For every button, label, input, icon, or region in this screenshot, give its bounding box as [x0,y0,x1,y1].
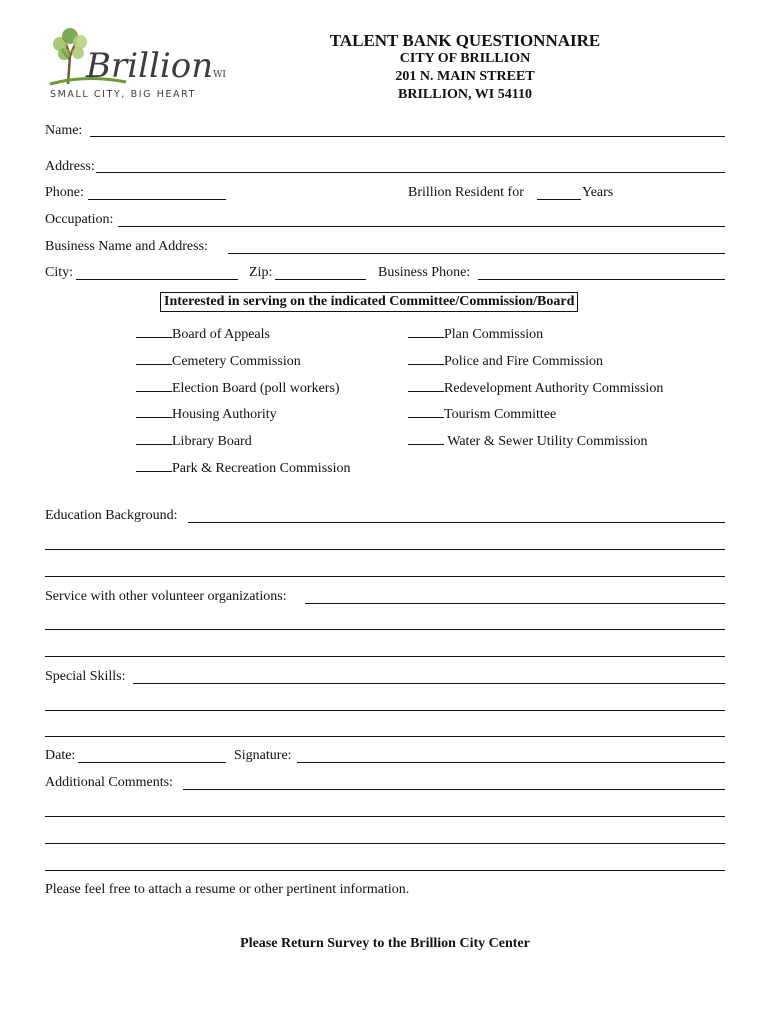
service-field-line-3[interactable] [45,656,725,657]
committee-option-water-sewer[interactable] [408,432,648,450]
checkbox-line[interactable] [136,352,172,365]
committee-option-library[interactable] [136,432,252,450]
service-field-line-2[interactable] [45,629,725,630]
form-title: TALENT BANK QUESTIONNAIRE [329,31,601,50]
checkbox-line[interactable] [136,432,172,445]
business-name-field[interactable] [228,253,725,254]
option-label: Housing Authority [172,407,277,422]
checkbox-line[interactable] [136,325,172,338]
comments-field-line-2[interactable] [45,816,725,817]
brillion-logo [46,26,226,102]
skills-label: Special Skills: [45,669,126,684]
resident-years-field[interactable] [537,199,581,200]
business-phone-label: Business Phone: [378,265,471,280]
years-label: Years [582,185,614,200]
education-field-line-2[interactable] [45,549,725,550]
signature-label: Signature: [234,748,292,763]
city-label: City: [45,265,74,280]
education-label: Education Background: [45,508,178,523]
date-label: Date: [45,748,76,763]
comments-field-line-3[interactable] [45,843,725,844]
option-label: Police and Fire Commission [444,354,604,369]
logo-tagline: SMALL CITY, BIG HEART [50,89,197,100]
committee-option-housing[interactable] [136,405,277,423]
skills-field-line-1[interactable] [133,683,725,684]
logo-name: Brillion [86,46,214,86]
checkbox-line[interactable] [136,405,172,418]
option-label: Redevelopment Authority Commission [444,381,664,396]
phone-field[interactable] [88,199,226,200]
option-label: Library Board [172,434,252,449]
committee-option-park-recreation[interactable] [136,459,350,477]
option-label: Park & Recreation Commission [172,461,351,476]
committee-option-election-board[interactable] [136,379,340,397]
committee-option-cemetery[interactable] [136,352,301,370]
occupation-label: Occupation: [45,212,114,227]
occupation-field[interactable] [118,226,725,227]
address-field[interactable] [96,172,725,173]
option-label: Tourism Committee [444,407,557,422]
header-street: 201 N. MAIN STREET [395,69,535,84]
option-label: Plan Commission [444,327,544,342]
checkbox-line[interactable] [136,459,172,472]
option-label: Board of Appeals [172,327,270,342]
business-name-label: Business Name and Address: [45,239,208,254]
resident-label: Brillion Resident for [408,185,524,200]
option-label: Election Board (poll workers) [172,381,340,396]
return-instruction: Please Return Survey to the Brillion City Center [240,936,530,951]
attach-note: Please feel free to attach a resume or other pertinent information. [45,882,410,897]
zip-label: Zip: [249,265,273,280]
comments-field-line-1[interactable] [183,789,725,790]
checkbox-line[interactable] [408,405,444,418]
committee-option-police-fire[interactable] [408,352,603,370]
business-phone-field[interactable] [478,279,725,280]
logo-suffix: WI [213,70,226,80]
checkbox-line[interactable] [408,352,444,365]
option-label: Cemetery Commission [172,354,301,369]
signature-field[interactable] [297,762,725,763]
comments-field-line-4[interactable] [45,870,725,871]
option-label: Water & Sewer Utility Commission [444,434,648,449]
service-label: Service with other volunteer organizations: [45,589,287,604]
phone-label: Phone: [45,185,84,200]
header-city: CITY OF BRILLION [399,51,531,66]
checkbox-line[interactable] [408,325,444,338]
checkbox-line[interactable] [408,432,444,445]
committee-option-redevelopment[interactable] [408,379,663,397]
date-field[interactable] [78,762,226,763]
skills-field-line-3[interactable] [45,736,725,737]
zip-field[interactable] [275,279,366,280]
name-field[interactable] [90,136,725,137]
education-field-line-3[interactable] [45,576,725,577]
address-label: Address: [45,159,95,174]
comments-label: Additional Comments: [45,775,173,790]
name-label: Name: [45,123,83,138]
city-field[interactable] [76,279,238,280]
education-field-line-1[interactable] [188,522,725,523]
committee-heading: Interested in serving on the indicated Committee/Commission/Board [160,292,578,312]
service-field-line-1[interactable] [305,603,725,604]
skills-field-line-2[interactable] [45,710,725,711]
committee-option-plan[interactable] [408,325,543,343]
checkbox-line[interactable] [136,379,172,392]
committee-option-board-of-appeals[interactable] [136,325,270,343]
checkbox-line[interactable] [408,379,444,392]
committee-option-tourism[interactable] [408,405,556,423]
logo-wordmark [86,46,226,86]
header-citystate: BRILLION, WI 54110 [398,87,532,102]
